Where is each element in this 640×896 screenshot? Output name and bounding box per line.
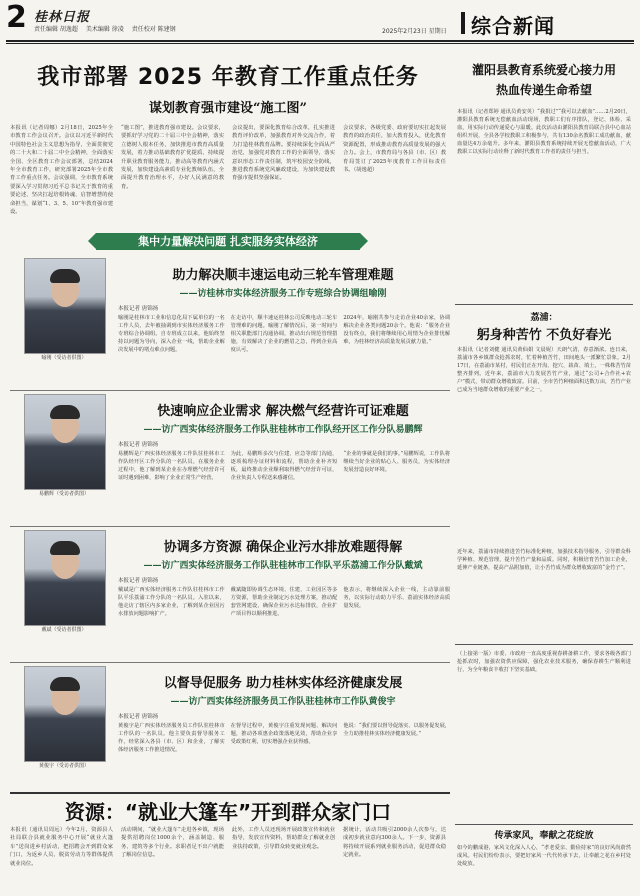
page-number: 2 bbox=[6, 0, 27, 35]
portrait-photo bbox=[24, 666, 106, 762]
story-subtitle: ——访桂林市实体经济服务工作专班综合协调组喻刚 bbox=[179, 289, 387, 299]
right-story-1-title: 灌阳县教育系统爱心接力用热血传递生命希望 bbox=[471, 63, 616, 97]
right-story-2-label: 荔浦： bbox=[530, 313, 558, 323]
story-byline: 本报记者 唐锦扬 bbox=[118, 306, 159, 312]
story-col: 戴斌是广西实体经济服务工作队驻桂林市工作队平乐荔浦工作分队的一名队员。入驻以来，他走访了辖区内多家企业，了解到某企业因污水排放问题影响扩产。 bbox=[118, 587, 225, 617]
portrait-photo bbox=[24, 530, 106, 626]
story-col: 他表示，将继续深入企业一线，主动靠前服务，以实际行动助力平乐、荔浦实体经济高质量发展。 bbox=[343, 587, 451, 609]
editor-3: 责任校对 陈建钢 bbox=[131, 26, 176, 33]
photo-caption: 易鹏辉（受访者供图） bbox=[38, 491, 89, 497]
story-subtitle: ——访广西实体经济服务员工作队驻桂林市工作队黄俊宇 bbox=[170, 697, 396, 707]
right-divider bbox=[455, 644, 633, 645]
story-1 bbox=[10, 258, 450, 388]
bottom-col-3: 此外，工作人员还现场开展政策宣传和就业指导，发放宣传资料，帮助群众了解就业创业扶持政策，引导群众转变就业观念。 bbox=[232, 827, 335, 850]
section-bar bbox=[461, 12, 465, 34]
story-byline: 本报记者 唐锦扬 bbox=[118, 442, 159, 448]
lead-col-1: 本报讯（记者周娜）2月18日，2025年全市教育工作会议召开。会议以习近平新时代中国特色社会主义思想为指导，全面贯彻党的二十大和二十届二中全会精神，全面落实全国、全区教育工作会议部署，总结2024年全市教育工作，研究部署2025年全市教育工作重点任务。会议强调，全市教育系统要深入学习贯彻习近平总书记关于教育的重要论述，坚决扛起培根铸魂、启智增慧的使命担当，谋划“1、3、5、10”年教育强市建设。 bbox=[10, 125, 113, 216]
lead-col-4: 会议要求，各级党委、政府要切实扛起发展教育的政治责任，加大教育投入，优化教育资源配置，形成推动教育高质量发展的强大合力。会上，市教育局与各县（市、区）教育局签订了2025年度教育工作目标责任书。（胡逸超） bbox=[343, 125, 446, 174]
story-title: 助力解决顺丰速运电动三轮车管理难题 bbox=[172, 268, 394, 283]
right-story-5-title: 传承家风，奉献之花绽放 bbox=[494, 831, 594, 841]
photo-caption: 黄俊宇（受访者供图） bbox=[38, 763, 89, 769]
story-col: 易鹏辉是广西实体经济服务工作队驻桂林市工作队经开区工作分队的一名队员。在服务企业过程中，他了解到某企业在办理燃气经营许可证时遇到困难，影响了企业正常生产经营。 bbox=[118, 451, 225, 481]
portrait-hair bbox=[50, 677, 80, 691]
paper-name: 桂林日报 bbox=[34, 10, 91, 25]
editor-2: 美术编辑 徐凌 bbox=[85, 26, 124, 33]
story-col: 他说：“我们要以督导促落实、以服务促发展，全力助推桂林实体经济健康发展。” bbox=[343, 723, 451, 737]
story-byline: 本报记者 唐锦扬 bbox=[118, 714, 159, 720]
story-col: 在走访中，顺丰速运桂林公司反映电动三轮车管理难的问题。喻刚了解情况后，第一时间与相关职能部门沟通协调，推动出台规范管理措施，有效解决了企业的燃眉之急，得到企业高度认可。 bbox=[230, 315, 338, 353]
lead-headline: 我市部署 2025 年教育工作重点任务 bbox=[37, 65, 419, 90]
right-story-2-title: 躬身种苦竹 不负好春光 bbox=[476, 328, 612, 343]
story-title: 协调多方资源 确保企业污水排放难题得解 bbox=[163, 540, 403, 555]
masthead-rule bbox=[6, 40, 634, 42]
story-col: 戴斌随即协调生态环境、住建、工业园区等多方资源，帮助企业制定污水处理方案，推动配套管网建设，确保企业污水达标排放，企业扩产项目得以顺利推进。 bbox=[230, 587, 338, 617]
masthead bbox=[6, 0, 634, 40]
story-col: 黄俊宇是广西实体经济服务员工作队驻桂林市工作队的一名队员。他主要负责督导服务工作，经常深入各县（市、区）和企业，了解实体经济服务工作推进情况。 bbox=[118, 723, 225, 753]
bottom-col-4: 据统计，活动共吸引2000余人次参与，达成初步就业意向300余人。下一步，资源县将持续开展系列就业服务活动，促进群众稳定就业。 bbox=[343, 827, 446, 859]
story-byline: 本报记者 唐锦扬 bbox=[118, 578, 159, 584]
story-divider bbox=[10, 390, 450, 391]
lead-col-2: “施工图”，推进教育强市建设。会议要求，要抓好学习党的二十届三中全会精神，落实立德树人根本任务，加快推进市教育高质量发展，着力推动基础教育扩优提质，持续提升职业教育服务能力，推动高等教育内涵式发展，加快建设高素质专业化教师队伍，全面提升教育治理水平，办好人民满意的教育。 bbox=[121, 125, 224, 190]
portrait-photo bbox=[24, 258, 106, 354]
story-body bbox=[118, 314, 450, 374]
right-story-1-text: 本报讯（记者郑婷 通讯员黄安英）“我捐过”“我可以去献血”……2月20日，灌阳县教育系统无偿献血活动现场，教职工们有序排队，登记、体检、采血，用实际行动传递爱心与温暖。此次活动由灌阳县教育局联合县中心血站组织开展，全县各学校教职工积极参与，共有130余名教职工成功献血，献血量达4万余毫升。多年来，灌阳县教育系统持续开展无偿献血活动，广大教职工以实际行动诠释了新时代教育工作者的责任与担当。 bbox=[457, 109, 631, 155]
right-story-3-text: 近年来，荔浦市持续推进苦竹标准化种植，加强技术指导服务，引导群众科学种植、规范管理，提升苦竹产量和品质。同时，积极培育苦竹加工企业，延伸产业链条，提高产品附加值，让小苦竹成为群众增收致富的“金竹子”。 bbox=[457, 549, 631, 571]
lead-col-3: 会议提出，要深化教育综合改革，扎实推进教育评价改革，加强教育对外交流合作，着力打造桂林教育品牌。要持续深化全面从严治党，加强党对教育工作的全面领导，落实意识形态工作责任制，筑牢校园安全防线，推进教育系统党风廉政建设，为加快建设教育强市提供坚强保证。 bbox=[232, 125, 335, 182]
story-body bbox=[118, 586, 450, 646]
story-body bbox=[118, 450, 450, 510]
topic-banner: 集中力量解决问题 扎实服务实体经济 bbox=[96, 233, 360, 250]
story-subtitle: ——访广西实体经济服务工作队驻桂林市工作队平乐荔浦工作分队戴斌 bbox=[143, 561, 423, 571]
bottom-col-1: 本报讯（通讯员周远）今年2月，资源县人社局联合县就业服务中心开展“就业大篷车”送岗进乡村活动，把招聘会开到群众家门口，为返乡人员、脱贫劳动力等群体提供就业岗位。 bbox=[10, 827, 113, 867]
story-body bbox=[118, 722, 450, 782]
editor-credits bbox=[34, 24, 182, 33]
photo-caption: 喻刚（受访者供图） bbox=[41, 355, 87, 361]
right-story-2-text: 本报讯（记者刘健 通讯员黄仙娟 文晨妮）天朗气清，春意渐浓。连日来，荔浦市各乡镇群众抢抓农时，忙着种植苦竹，田间地头一派繁忙景象。2月17日，在荔浦市某村，村民们正在开沟、挖穴、栽苗、填土，一株株苦竹苗整齐排列。近年来，荔浦市大力发展苦竹产业，通过“公司+合作社+农户”模式，带动群众增收致富。目前，全市苦竹种植面积达数万亩，苦竹产业已成为当地群众增收的重要产业之一。 bbox=[457, 347, 631, 393]
story-col: 2024年，喻刚共参与走访企业40余家，协调解决企业各类问题20余个。他说：“服务企业没有终点，我们将继续用心用情为企业排忧解难，为桂林经济高质量发展贡献力量。” bbox=[343, 315, 451, 345]
section-name: 综合新闻 bbox=[471, 14, 555, 38]
portrait-photo bbox=[24, 394, 106, 490]
lead-body bbox=[10, 124, 446, 224]
story-col: 为此，易鹏辉多次与住建、应急等部门沟通，逐项梳理办证材料和流程，帮助企业补齐短板，最终推动企业顺利取得燃气经营许可证，企业负责人专程送来感谢信。 bbox=[230, 451, 338, 481]
right-story-4-text: （上接第一版）市委、市政府一直高度重视春耕备耕工作，要求各级各部门抢抓农时，加强农资供应保障，强化农业技术服务，确保春耕生产顺利进行，为全年粮食丰收打下坚实基础。 bbox=[457, 651, 631, 673]
lead-subheadline: 谋划教育强市建设“施工图” bbox=[149, 101, 307, 116]
masthead-rule-thin bbox=[6, 43, 634, 44]
right-divider bbox=[455, 824, 633, 825]
story-subtitle: ——访广西实体经济服务工作队驻桂林市工作队经开区工作分队易鹏辉 bbox=[143, 425, 423, 435]
portrait-hair bbox=[50, 405, 80, 419]
story-col: “企业的事就是我们的事。”易鹏辉说，工作队将继续当好企业的贴心人、服务员，为实体经济发展营造良好环境。 bbox=[343, 451, 451, 473]
story-title: 快速响应企业需求 解决燃气经营许可证难题 bbox=[157, 404, 409, 419]
story-3 bbox=[10, 530, 450, 660]
right-story-5-text: 如今的鹏成港，家风文化深入人心，“孝老爱亲、勤俭持家”的良好风尚蔚然成风。村民们纷纷表示，要把好家风一代代传承下去，让奉献之花在乡村处处绽放。 bbox=[457, 845, 631, 867]
portrait-hair bbox=[50, 541, 80, 555]
portrait-hair bbox=[50, 269, 80, 283]
story-divider bbox=[10, 662, 450, 663]
bottom-body bbox=[10, 826, 446, 892]
story-2 bbox=[10, 394, 450, 524]
editor-1: 责任编辑 胡逸超 bbox=[34, 26, 78, 33]
story-divider bbox=[10, 526, 450, 527]
bottom-headline: 资源：“就业大篷车”开到群众家门口 bbox=[64, 800, 392, 824]
story-4 bbox=[10, 666, 450, 790]
story-col: 喻刚是桂林市工业和信息化局下属单位的一名工作人员，去年被抽调到市实体经济服务工作专班综合协调组。自专班成立以来，他始终坚持以问题为导向，深入企业一线，帮助企业解决发展中的堵点难点问题。 bbox=[118, 315, 225, 353]
photo-caption: 戴斌（受访者供图） bbox=[41, 627, 87, 633]
bottom-col-2: 活动期间，“就业大篷车”走进各乡镇，现场提供招聘岗位1000余个，涵盖制造、服务、建筑等多个行业。求职者足不出户就能了解岗位信息。 bbox=[121, 827, 224, 859]
right-column bbox=[455, 48, 633, 892]
right-divider bbox=[455, 304, 633, 305]
story-title: 以督导促服务 助力桂林实体经济健康发展 bbox=[163, 676, 403, 691]
section-header bbox=[461, 4, 634, 38]
story-col: 在督导过程中，黄俊宇注重发现问题、解决问题，推动各项惠企政策落地见效，帮助企业享受政策红利，切实增强企业获得感。 bbox=[230, 723, 338, 745]
issue-date: 2025年2月23日 星期日 bbox=[382, 28, 447, 35]
story-divider bbox=[10, 792, 450, 794]
